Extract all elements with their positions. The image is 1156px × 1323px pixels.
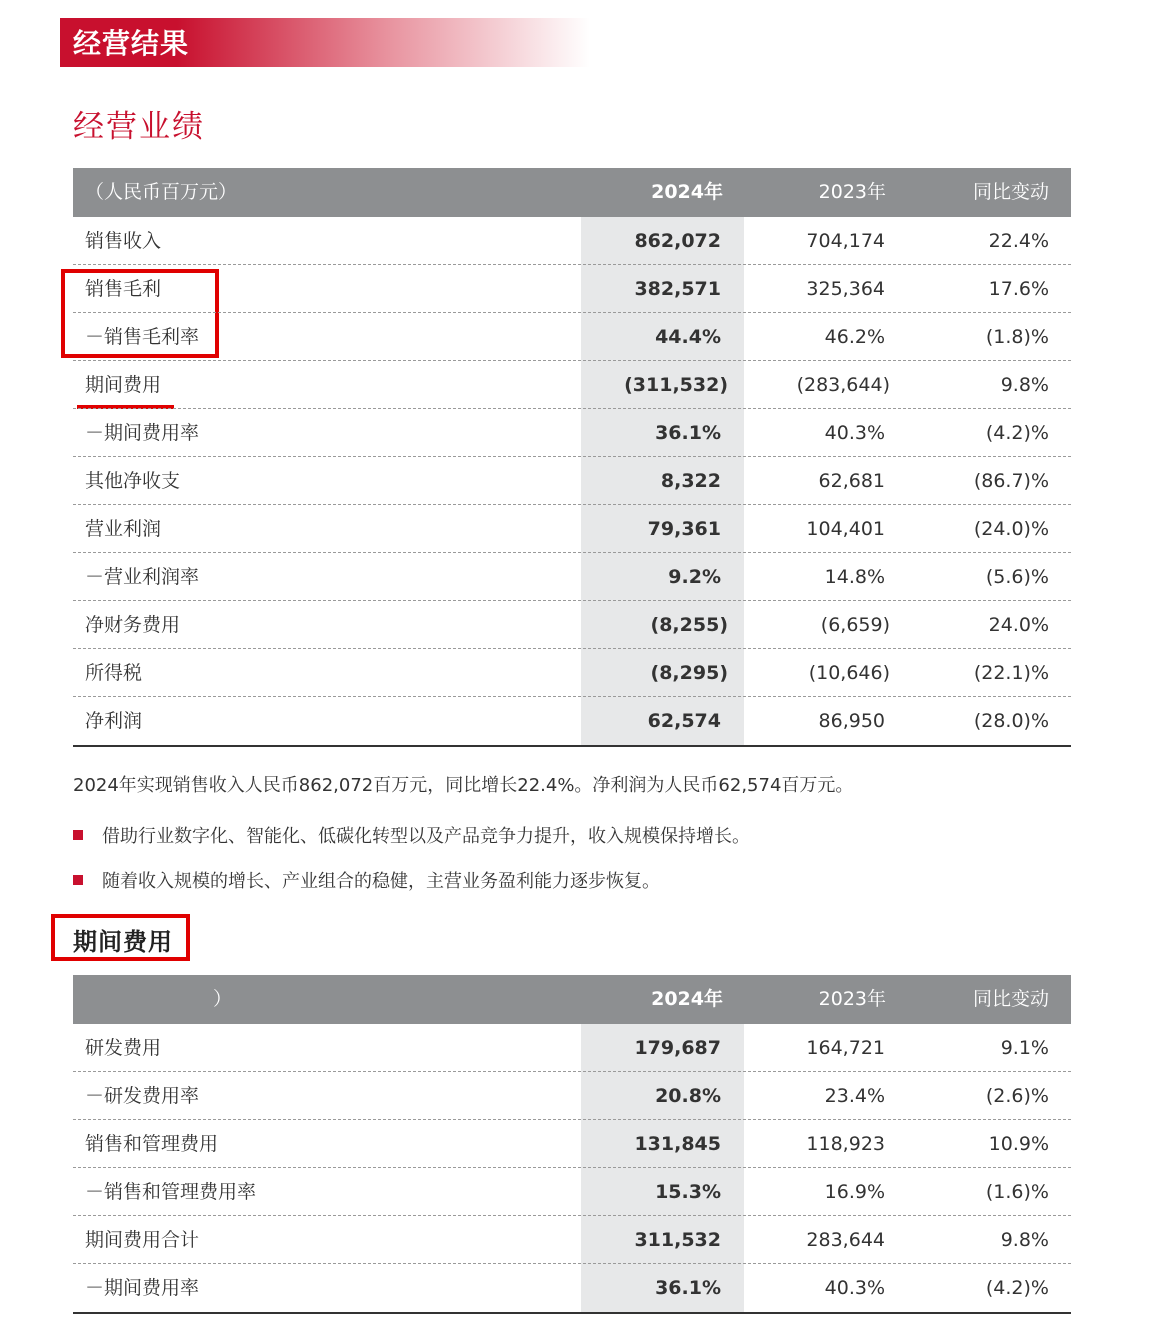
value-yoy: 22.4% [988,230,1049,252]
table-row [73,1072,1071,1120]
row-label: 期间费用 [85,374,162,396]
value-yoy: (1.8)% [985,326,1049,348]
row-label: －销售和管理费用率 [85,1181,257,1203]
value-2023: 86,950 [818,710,885,732]
value-yoy: (5.6)% [985,566,1049,588]
value-yoy: (4.2)% [985,1277,1049,1299]
value-2024: (311,532) [624,374,728,396]
table-row [73,265,1071,313]
header-unit: （人民币百万元） [85,181,238,203]
value-2024: 382,571 [634,278,721,300]
value-2024: 36.1% [655,1277,721,1299]
header-unit: ） [213,988,233,1010]
value-yoy: 9.8% [1000,374,1049,396]
table-row [73,697,1071,745]
row-label: 营业利润 [85,518,162,540]
row-label: 销售和管理费用 [85,1133,219,1155]
bullet-item [73,867,660,893]
header-yoy: 同比变动 [972,988,1049,1010]
value-2023: (6,659) [820,614,890,636]
value-yoy: 17.6% [988,278,1049,300]
header-2023: 2023年 [818,181,886,203]
table-row [73,649,1071,697]
table-row [73,1168,1071,1216]
bullet-item [73,822,750,848]
section-title-period-expenses: 期间费用 [73,928,173,956]
value-yoy: 24.0% [988,614,1049,636]
value-2023: 14.8% [824,566,885,588]
annotation-box-period-expenses [51,914,190,961]
value-yoy: 9.1% [1000,1037,1049,1059]
value-2023: 16.9% [824,1181,885,1203]
table-header [73,168,1071,217]
row-label: －销售毛利率 [85,326,200,348]
table-row [73,1024,1071,1072]
value-2024: (8,255) [650,614,728,636]
value-2024: (8,295) [650,662,728,684]
value-2023: (283,644) [796,374,890,396]
table-row [73,217,1071,265]
value-yoy: 9.8% [1000,1229,1049,1251]
value-2023: 62,681 [818,470,885,492]
bullet-text: 随着收入规模的增长、产业组合的稳健，主营业务盈利能力逐步恢复。 [102,871,660,892]
value-2023: 704,174 [806,230,885,252]
bullet-square-icon [73,830,83,840]
value-2023: 104,401 [806,518,885,540]
table-row [73,1120,1071,1168]
value-2024: 20.8% [655,1085,721,1107]
value-yoy: (28.0)% [973,710,1049,732]
table-row [73,505,1071,553]
value-2024: 9.2% [668,566,721,588]
row-label: －研发费用率 [85,1085,200,1107]
value-yoy: (2.6)% [985,1085,1049,1107]
value-2023: (10,646) [808,662,890,684]
header-2023: 2023年 [818,988,886,1010]
value-2024: 79,361 [647,518,721,540]
row-label: －期间费用率 [85,422,200,444]
row-label: 期间费用合计 [85,1229,200,1251]
value-2024: 44.4% [655,326,721,348]
row-label: 净利润 [85,710,143,732]
header-2024: 2024年 [651,988,723,1010]
row-label: 研发费用 [85,1037,162,1059]
value-2024: 36.1% [655,422,721,444]
value-2023: 46.2% [824,326,885,348]
table-row [73,361,1071,409]
table-row [73,1216,1071,1264]
row-label: 净财务费用 [85,614,181,636]
bullet-square-icon [73,875,83,885]
value-yoy: (4.2)% [985,422,1049,444]
value-2024: 8,322 [660,470,721,492]
value-2023: 40.3% [824,1277,885,1299]
summary-text: 2024年实现销售收入人民币862,072百万元，同比增长22.4%。净利润为人民币62,574百万元。 [73,775,854,796]
value-2023: 283,644 [806,1229,885,1251]
value-2024: 311,532 [634,1229,721,1251]
row-label: 销售毛利 [85,278,162,300]
value-yoy: (24.0)% [973,518,1049,540]
table-row [73,313,1071,361]
operating-results-table [73,168,1071,747]
row-label: 销售收入 [85,230,162,252]
row-label: 所得税 [85,662,143,684]
bullet-text: 借助行业数字化、智能化、低碳化转型以及产品竞争力提升，收入规模保持增长。 [102,826,750,847]
header-2024: 2024年 [651,181,723,203]
value-2023: 164,721 [806,1037,885,1059]
table-row [73,457,1071,505]
value-yoy: (22.1)% [973,662,1049,684]
value-2024: 62,574 [647,710,721,732]
value-yoy: (86.7)% [973,470,1049,492]
value-2024: 15.3% [655,1181,721,1203]
value-2023: 118,923 [806,1133,885,1155]
value-2024: 131,845 [634,1133,721,1155]
value-2024: 179,687 [634,1037,721,1059]
value-2023: 23.4% [824,1085,885,1107]
table-header [73,975,1071,1024]
row-label: －期间费用率 [85,1277,200,1299]
row-label: －营业利润率 [85,566,200,588]
value-yoy: (1.6)% [985,1181,1049,1203]
value-2023: 325,364 [806,278,885,300]
value-yoy: 10.9% [988,1133,1049,1155]
period-expenses-table [73,975,1071,1314]
header-yoy: 同比变动 [972,181,1049,203]
value-2023: 40.3% [824,422,885,444]
section-title-operating-performance: 经营业绩 [73,109,205,145]
table-row [73,1264,1071,1312]
table-row [73,553,1071,601]
value-2024: 862,072 [634,230,721,252]
table-row [73,409,1071,457]
table-row [73,601,1071,649]
row-label: 其他净收支 [85,470,181,492]
section-banner [60,18,590,67]
banner-title: 经营结果 [73,27,190,60]
